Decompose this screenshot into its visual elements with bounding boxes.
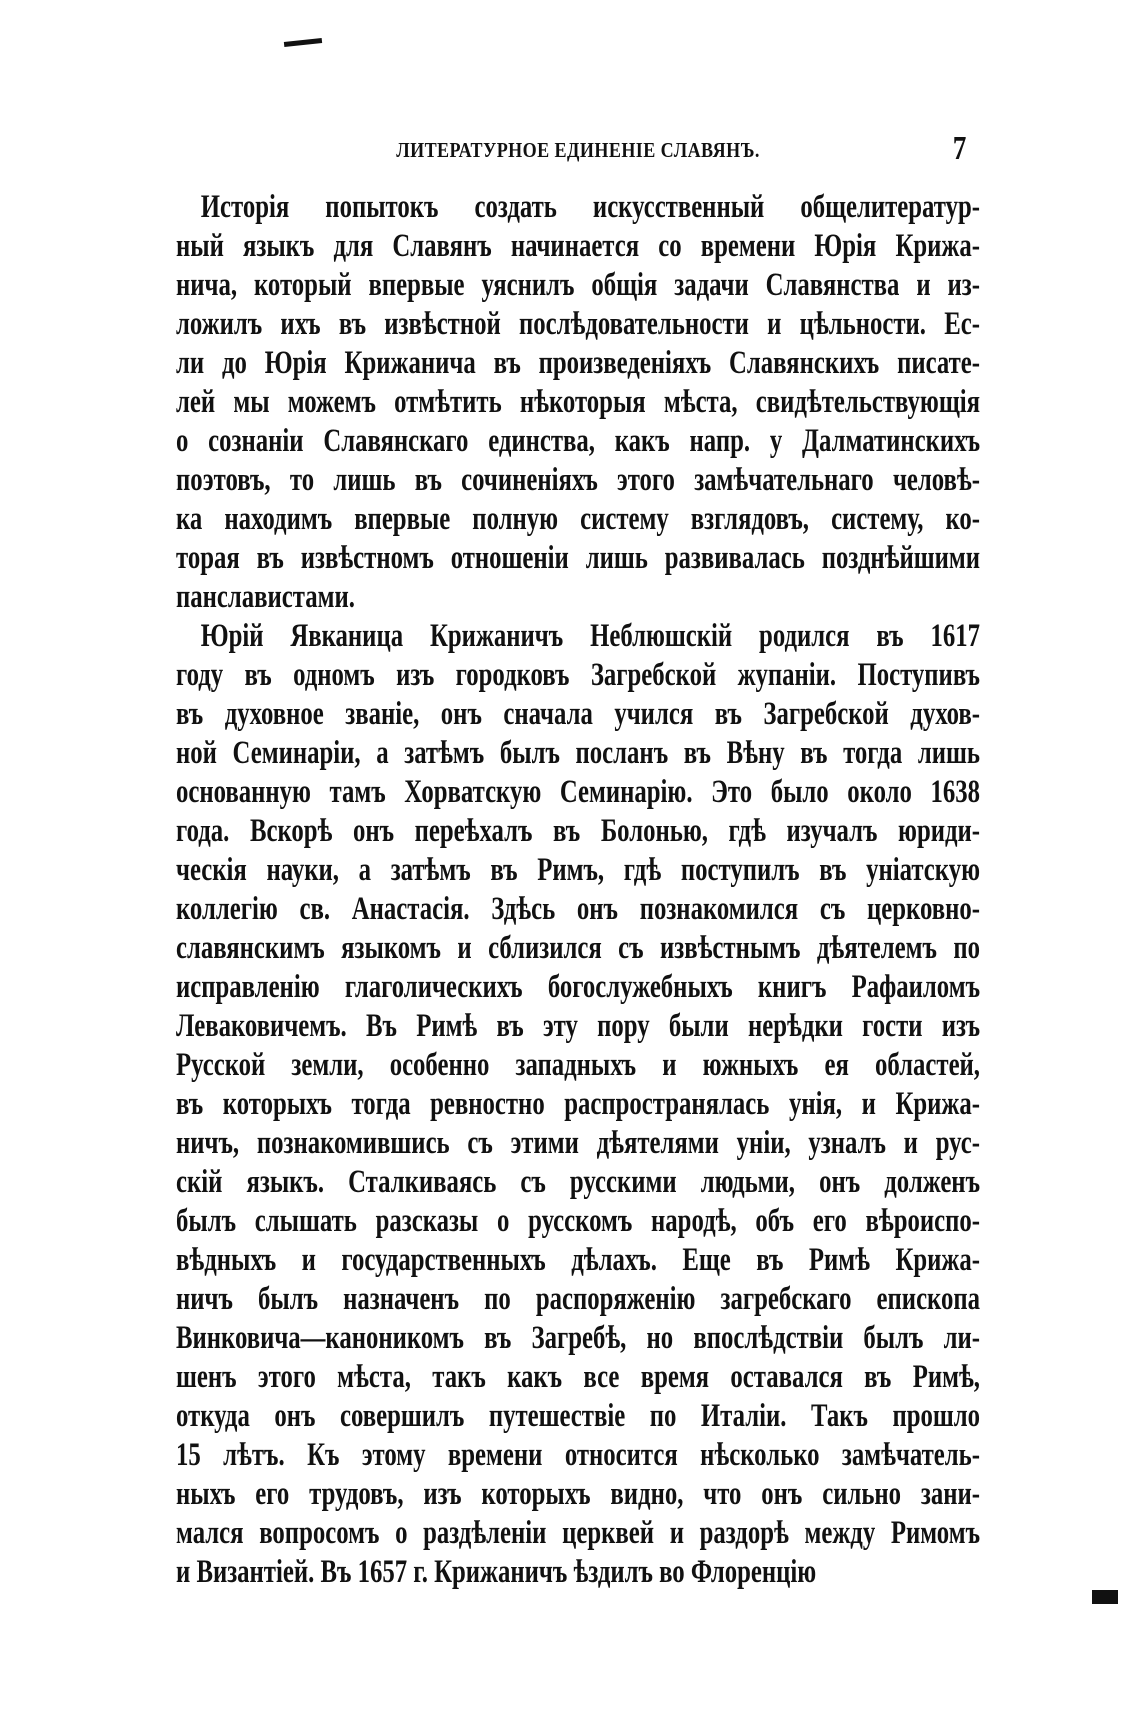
text-line: шенъ этого мѣста, такъ какъ все время оставался въ Римѣ, bbox=[176, 1359, 980, 1395]
text-line: года. Вскорѣ онъ переѣхалъ въ Болонью, гдѣ изучалъ юриди- bbox=[176, 813, 980, 849]
page-number: 7 bbox=[952, 130, 967, 167]
text-line: мался вопросомъ о раздѣленіи церквей и раздорѣ между Римомъ bbox=[176, 1515, 980, 1551]
paragraph bbox=[176, 188, 980, 617]
paragraph bbox=[176, 617, 980, 1592]
text-line: ка находимъ впервые полную систему взглядовъ, систему, ко- bbox=[176, 501, 980, 537]
text-line: въ которыхъ тогда ревностно распространялась унія, и Крижа- bbox=[176, 1086, 980, 1122]
text-line: ный языкъ для Славянъ начинается со времени Юрія Крижа- bbox=[176, 228, 980, 264]
text-line: торая въ извѣстномъ отношеніи лишь развивалась позднѣйшими bbox=[176, 540, 980, 576]
running-title: ЛИТЕРАТУРНОЕ ЕДИНЕНІЕ СЛАВЯНЪ. bbox=[396, 138, 760, 162]
text-line: основанную тамъ Хорватскую Семинарію. Это было около 1638 bbox=[176, 774, 980, 810]
text-line: о сознаніи Славянскаго единства, какъ напр. у Далматинскихъ bbox=[176, 423, 980, 459]
body-text bbox=[176, 188, 980, 1592]
text-line: славянскимъ языкомъ и сблизился съ извѣстнымъ дѣятелемъ по bbox=[176, 930, 980, 966]
scan-artifact-bottom-right bbox=[1092, 1590, 1118, 1604]
text-line: ложилъ ихъ въ извѣстной послѣдовательности и цѣльности. Ес- bbox=[176, 306, 980, 342]
text-line: ческія науки, а затѣмъ въ Римъ, гдѣ поступилъ въ уніатскую bbox=[176, 852, 980, 888]
text-line: поэтовъ, то лишь въ сочиненіяхъ этого замѣчательнаго человѣ- bbox=[176, 462, 980, 498]
text-line: вѣдныхъ и государственныхъ дѣлахъ. Еще въ Римѣ Крижа- bbox=[176, 1242, 980, 1278]
text-line: лей мы можемъ отмѣтить нѣкоторыя мѣста, свидѣтельствующія bbox=[176, 384, 980, 420]
text-line: ныхъ его трудовъ, изъ которыхъ видно, что онъ сильно зани- bbox=[176, 1476, 980, 1512]
text-line: ли до Юрія Крижанича въ произведеніяхъ Славянскихъ писате- bbox=[176, 345, 980, 381]
text-line: скій языкъ. Сталкиваясь съ русскими людьми, онъ долженъ bbox=[176, 1164, 980, 1200]
text-line: и Византіей. Въ 1657 г. Крижаничъ ѣздилъ во Флоренцію bbox=[176, 1554, 817, 1590]
text-line: ничъ былъ назначенъ по распоряженію загребскаго епископа bbox=[176, 1281, 980, 1317]
text-line: Русской земли, особенно западныхъ и южныхъ ея областей, bbox=[176, 1047, 980, 1083]
text-line: исправленію глаголическихъ богослужебныхъ книгъ Рафаиломъ bbox=[176, 969, 980, 1005]
text-line: Юрій Явканица Крижаничъ Неблюшскій родился въ 1617 bbox=[200, 618, 980, 654]
text-line: откуда онъ совершилъ путешествіе по Италіи. Такъ прошло bbox=[176, 1398, 980, 1434]
page-header bbox=[176, 132, 980, 172]
text-line: ничъ, познакомившись съ этими дѣятелями уніи, узналъ и рус- bbox=[176, 1125, 980, 1161]
text-line: нича, который впервые уяснилъ общія задачи Славянства и из- bbox=[176, 267, 980, 303]
text-line: 15 лѣтъ. Къ этому времени относится нѣсколько замѣчатель- bbox=[176, 1437, 980, 1473]
text-line: былъ слышать разсказы о русскомъ народѣ, объ его вѣроиспо- bbox=[176, 1203, 980, 1239]
text-line: Винковича—каноникомъ въ Загребѣ, но впослѣдствіи былъ ли- bbox=[176, 1320, 980, 1356]
text-line: коллегію св. Анастасія. Здѣсь онъ познакомился съ церковно- bbox=[176, 891, 980, 927]
scan-artifact-top bbox=[284, 38, 322, 47]
text-line: въ духовное званіе, онъ сначала учился въ Загребской духов- bbox=[176, 696, 980, 732]
text-line: Исторія попытокъ создать искусственный общелитератур- bbox=[200, 189, 980, 225]
text-line: году въ одномъ изъ городковъ Загребской жупаніи. Поступивъ bbox=[176, 657, 980, 693]
text-line: панславистами. bbox=[176, 579, 355, 615]
text-line: Леваковичемъ. Въ Римѣ въ эту пору были нерѣдки гости изъ bbox=[176, 1008, 980, 1044]
text-line: ной Семинаріи, а затѣмъ былъ посланъ въ Вѣну въ тогда лишь bbox=[176, 735, 980, 771]
